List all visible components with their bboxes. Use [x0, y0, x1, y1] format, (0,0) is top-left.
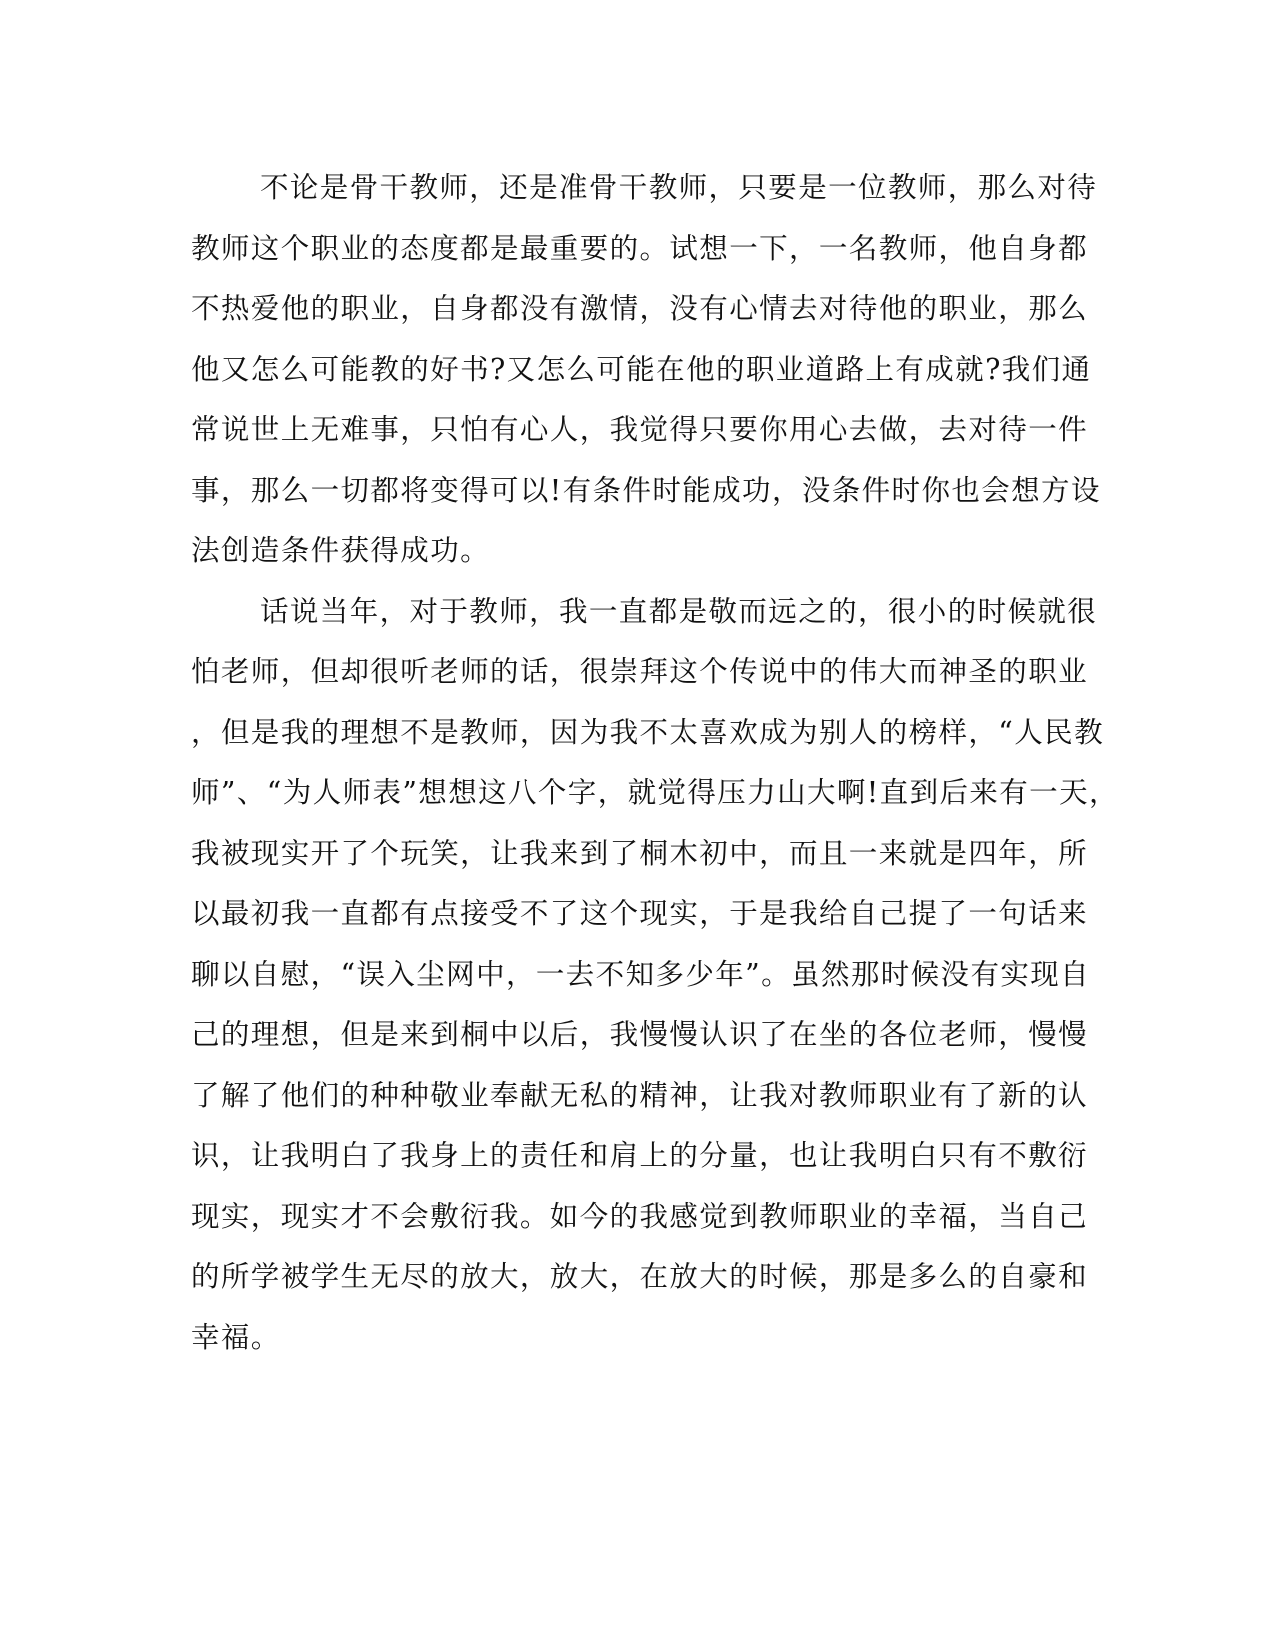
paragraph-line: 法创造条件获得成功。 — [191, 534, 491, 567]
paragraph-line: 常说世上无难事，只怕有心人，我觉得只要你用心去做，去对待一件 — [191, 413, 1089, 446]
paragraph-line: 事，那么一切都将变得可以!有条件时能成功，没条件时你也会想方设 — [191, 473, 1101, 507]
paragraph-line: 识，让我明白了我身上的责任和肩上的分量，也让我明白只有不敷衍 — [191, 1139, 1089, 1172]
paragraph-line: 幸福。 — [191, 1320, 281, 1354]
paragraph-line: ，但是我的理想不是教师，因为我不太喜欢成为别人的榜样，“人民教 — [191, 715, 1104, 749]
paragraph-line: 的所学被学生无尽的放大，放大，在放大的时候，那是多么的自豪和 — [191, 1260, 1089, 1293]
paragraph-line: 以最初我一直都有点接受不了这个现实，于是我给自己提了一句话来 — [191, 897, 1089, 930]
paragraph-line: 不论是骨干教师，还是准骨干教师，只要是一位教师，那么对待 — [260, 171, 1098, 204]
paragraph-line: 己的理想，但是来到桐中以后，我慢慢认识了在坐的各位老师，慢慢 — [191, 1018, 1089, 1051]
paragraph-line: 怕老师，但却很听老师的话，很崇拜这个传说中的伟大而神圣的职业 — [191, 655, 1089, 688]
paragraph-1 — [191, 158, 1101, 582]
paragraph-line: 教师这个职业的态度都是最重要的。试想一下，一名教师，他自身都 — [191, 231, 1089, 265]
paragraph-line: 他又怎么可能教的好书?又怎么可能在他的职业道路上有成就?我们通 — [191, 352, 1092, 386]
paragraph-line: 话说当年，对于教师，我一直都是敬而远之的，很小的时候就很 — [260, 594, 1098, 628]
paragraph-line: 了解了他们的种种敬业奉献无私的精神，让我对教师职业有了新的认 — [191, 1078, 1089, 1112]
paragraph-line: 我被现实开了个玩笑，让我来到了桐木初中，而且一来就是四年，所 — [191, 836, 1089, 870]
paragraph-line: 现实，现实才不会敷衍我。如今的我感觉到教师职业的幸福，当自己 — [191, 1199, 1089, 1233]
paragraph-line: 聊以自慰，“误入尘网中，一去不知多少年”。虽然那时候没有实现自 — [191, 957, 1091, 991]
document-body — [191, 158, 1119, 1368]
paragraph-line: 师”、“为人师表”想想这八个字，就觉得压力山大啊!直到后来有一天， — [191, 776, 1119, 809]
paragraph-line: 不热爱他的职业，自身都没有激情，没有心情去对待他的职业，那么 — [191, 292, 1089, 325]
paragraph-2 — [191, 582, 1119, 1369]
